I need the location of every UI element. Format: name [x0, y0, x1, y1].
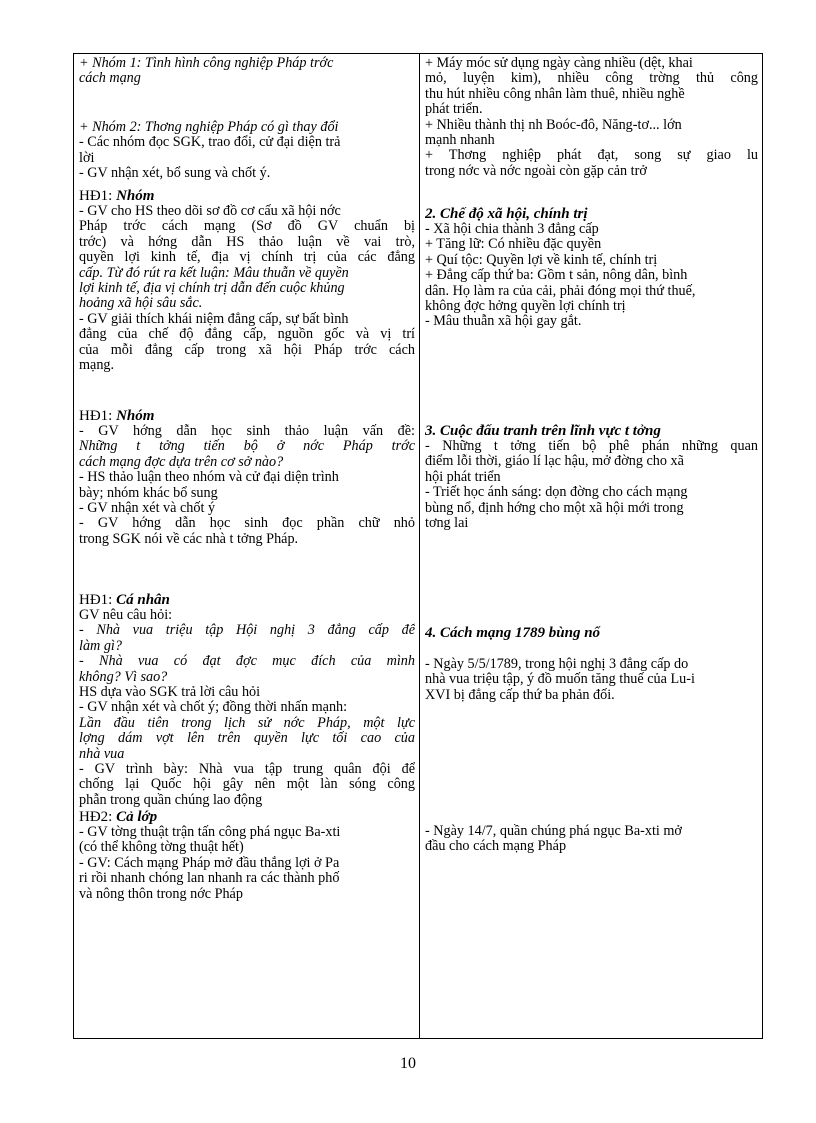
- text-line: - Nhà vua có đạt đợc mục đích của mình: [79, 654, 415, 670]
- text-line: HS dựa vào SGK trả lời câu hỏi: [79, 685, 261, 701]
- activity-heading: [79, 809, 415, 825]
- bastille-content: [425, 824, 758, 855]
- text-line: + Nhiều thành thị nh Boóc-đô, Năng-tơ... lớn: [425, 117, 682, 133]
- text-line: phẫn trong quần chúng lao động: [79, 792, 263, 808]
- revolution-activity: [79, 608, 415, 808]
- group2-task: [79, 120, 415, 182]
- text-line: mạng.: [79, 358, 115, 374]
- page-number: 10: [400, 1055, 416, 1072]
- text-line: điểm lỗi thời, giáo lí lạc hậu, mở đờng cho xã: [425, 454, 684, 470]
- enlightenment-content: [425, 439, 758, 531]
- text-line: Lần đầu tiên trong lịch sử nớc Pháp, một lực: [79, 715, 415, 731]
- text-line: hoảng xã hội sâu sắc.: [79, 296, 203, 312]
- content-column: [420, 54, 762, 1038]
- activities-column: [74, 54, 419, 1038]
- text-line: mạnh nhanh: [425, 133, 495, 149]
- text-line: cách mạng: [79, 71, 141, 87]
- text-line: trong SGK nói về các nhà t tởng Pháp.: [79, 531, 299, 547]
- text-line: tơng lai: [425, 516, 469, 532]
- activity-mode: Nhóm: [116, 408, 155, 424]
- text-line: quyền lợi kinh tế, địa vị chính trị của các đẳng: [79, 250, 415, 266]
- enlightenment-activity: [79, 424, 415, 547]
- text-line: chống lại Quốc hội gây nên một làn sóng công: [79, 777, 415, 793]
- text-line: - Mâu thuẫn xã hội gay gắt.: [425, 314, 582, 330]
- social-content: [425, 222, 758, 330]
- section-title: 3. Cuộc đấu tranh trên lĩnh vực t tởng: [425, 423, 661, 439]
- activity-heading: [79, 408, 415, 424]
- text-line: trong nớc và nớc ngoài còn gặp cản trở: [425, 163, 647, 179]
- text-line: - Ngày 5/5/1789, trong hội nghị 3 đẳng cấp do: [425, 657, 689, 672]
- text-line: (có thể không tờng thuật hết): [79, 840, 244, 856]
- text-line: + Máy móc sử dụng ngày càng nhiều (dệt, khai: [425, 56, 693, 71]
- text-line: - GV nhận xét, bổ sung và chốt ý.: [79, 166, 271, 182]
- text-line: làm gì?: [79, 638, 122, 654]
- text-line: trớc) và hớng dẫn HS thảo luận về vai trò,: [79, 234, 415, 250]
- text-line: GV nêu câu hỏi:: [79, 608, 173, 623]
- text-line: - GV nhận xét và chốt ý; đồng thời nhấn mạnh:: [79, 700, 348, 716]
- section-title: 2. Chế độ xã hội, chính trị: [425, 206, 588, 222]
- section-heading-3: [425, 423, 758, 439]
- activity-mode: Cá nhân: [116, 592, 170, 608]
- text-line: dân. Họ làm ra của cải, phải đóng mọi thứ thuế,: [425, 283, 696, 299]
- text-line: lời: [79, 150, 95, 166]
- text-line: nhà vua triệu tập, ý đồ muốn tăng thuế của Lu-i: [425, 672, 695, 688]
- text-line: cách mạng đợc dựa trên cơ sở nào?: [79, 454, 284, 470]
- text-line: + Đẳng cấp thứ ba: Gồm t sản, nông dân, bình: [425, 268, 688, 284]
- activity-mode: Nhóm: [116, 188, 155, 204]
- text-line: của mỗi đẳng cấp trong xã hội Pháp trớc cách: [79, 342, 415, 358]
- economy-content: [425, 56, 758, 179]
- text-line: - Ngày 14/7, quần chúng phá ngục Ba-xti mở: [425, 824, 682, 839]
- text-line: - GV tờng thuật trận tấn công phá ngục Ba-xti: [79, 825, 341, 840]
- activity-label: HĐ2:: [79, 809, 117, 825]
- text-line: - Triết học ánh sáng: dọn đờng cho cách mạng: [425, 485, 688, 501]
- activity-mode: Cả lớp: [116, 809, 158, 825]
- text-line: nhà vua: [79, 746, 125, 762]
- section-heading-4: [425, 625, 758, 641]
- text-line: đẳng của chế độ đẳng cấp, nguồn gốc và vị trí: [79, 327, 415, 343]
- text-line: + Tăng lữ: Có nhiều đặc quyền: [425, 237, 602, 253]
- text-line: phát triển.: [425, 102, 483, 118]
- text-line: + Thơng nghiệp phát đạt, song sự giao lu: [425, 148, 758, 164]
- text-line: Pháp trớc cách mạng (Sơ đồ GV chuẩn bị: [79, 219, 415, 235]
- text-line: - GV cho HS theo dõi sơ đồ cơ cấu xã hội nớc: [79, 204, 341, 219]
- text-line: + Quí tộc: Quyền lợi về kinh tế, chính trị: [425, 252, 658, 268]
- group1-task: [79, 56, 415, 87]
- text-line: - Các nhóm đọc SGK, trao đổi, cử đại diện trả: [79, 135, 341, 151]
- text-line: thu hút nhiều công nhân làm thuê, nhiều nghề: [425, 86, 685, 102]
- text-line: không đợc hởng quyền lợi chính trị: [425, 299, 626, 315]
- text-line: lợng dám vợt lên trên quyền lực tối cao của: [79, 731, 415, 747]
- section-heading-2: [425, 206, 758, 222]
- bastille-activity: [79, 825, 415, 902]
- activity-heading: [79, 592, 415, 608]
- text-line: ri rồi nhanh chóng lan nhanh ra các thành phố: [79, 871, 340, 887]
- text-line: cấp. Từ đó rút ra kết luận: Mâu thuẫn về quyền: [79, 265, 349, 281]
- text-line: - GV giải thích khái niệm đẳng cấp, sự bất bình: [79, 311, 349, 327]
- text-line: XVI bị đẳng cấp thứ ba phản đối.: [425, 687, 615, 703]
- text-line: - Nhà vua triệu tập Hội nghị 3 đẳng cấp để: [79, 623, 415, 639]
- social-structure-activity: [79, 204, 415, 373]
- lesson-table: [73, 53, 763, 1039]
- text-line: lợi kinh tế, địa vị chính trị dẫn đến cuộc khủng: [79, 281, 345, 297]
- activity-label: HĐ1:: [79, 592, 117, 608]
- activity-label: HĐ1:: [79, 408, 117, 424]
- text-line: + Nhóm 1: Tình hình công nghiệp Pháp trớc: [79, 56, 334, 71]
- activity-heading: [79, 188, 415, 204]
- text-line: - HS thảo luận theo nhóm và cử đại diện trình: [79, 470, 339, 486]
- text-line: - GV trình bày: Nhà vua tập trung quân đội để: [79, 762, 415, 778]
- text-line: - Những t tởng tiến bộ phê phán những quan: [425, 439, 758, 454]
- text-line: hội phát triển: [425, 469, 501, 485]
- activity-label: HĐ1:: [79, 188, 117, 204]
- text-line: - Xã hội chia thành 3 đẳng cấp: [425, 222, 599, 237]
- section-title: 4. Cách mạng 1789 bùng nổ: [425, 625, 601, 641]
- revolution-content: [425, 657, 758, 703]
- text-line: đầu cho cách mạng Pháp: [425, 839, 567, 855]
- text-line: - GV hớng dẫn học sinh đọc phần chữ nhỏ: [79, 516, 415, 532]
- text-line: - GV: Cách mạng Pháp mở đầu thắng lợi ở Pa: [79, 855, 340, 871]
- text-line: không? Vì sao?: [79, 669, 168, 685]
- text-line: - GV nhận xét và chốt ý: [79, 501, 216, 517]
- text-line: - GV hớng dẫn học sinh thảo luận vấn đề:: [79, 424, 415, 439]
- text-line: và nông thôn trong nớc Pháp: [79, 886, 243, 902]
- text-line: bùng nổ, định hớng cho một xã hội mới trong: [425, 500, 684, 516]
- text-line: mỏ, luyện kim), nhiều công trờng thủ công: [425, 71, 758, 87]
- text-line: + Nhóm 2: Thơng nghiệp Pháp có gì thay đổi: [79, 120, 339, 135]
- text-line: bày; nhóm khác bổ sung: [79, 485, 218, 501]
- text-line: Những t tởng tiến bộ ở nớc Pháp trớc: [79, 439, 415, 455]
